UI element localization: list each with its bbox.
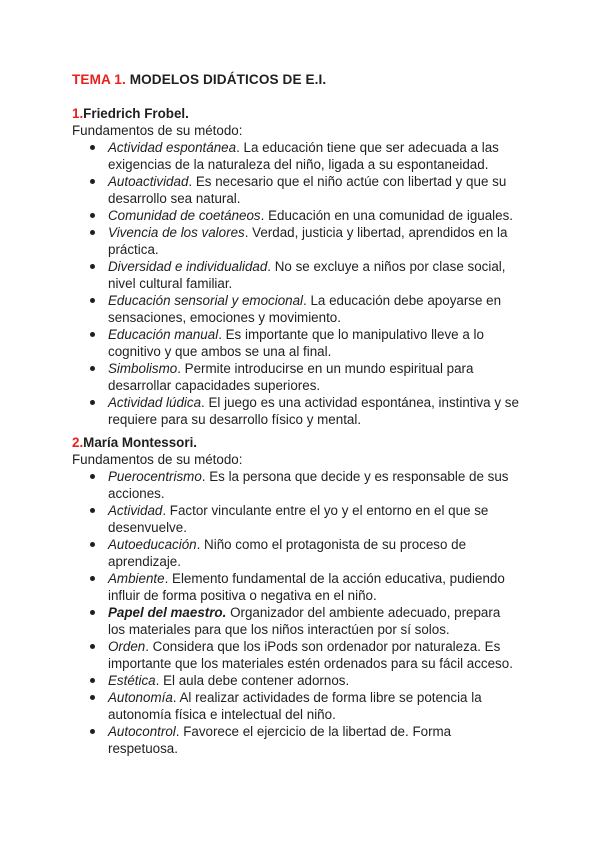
section-intro: Fundamentos de su método: [72,452,243,467]
item-text: . Factor vinculante entre el yo y el entorno en el que se desenvuelve. [108,503,489,535]
item-term: Actividad [108,503,163,518]
section-name: María Montessori. [83,435,198,450]
list-item [72,394,520,428]
title-text: MODELOS DIDÁTICOS DE E.I. [125,72,327,87]
item-text: . No se excluye a niños por clase social, nivel cultural familiar. [108,259,506,291]
list-item [72,468,520,502]
item-term: Diversidad e individualidad [108,259,268,274]
item-text: . El aula debe contener adornos. [155,673,350,688]
item-text: . Es la persona que decide y es responsable de sus acciones. [108,469,509,501]
list-item [72,207,520,224]
list-item [72,723,520,757]
item-term: Estética [108,673,156,688]
section-heading [72,105,520,122]
title-prefix: TEMA 1. [72,72,126,87]
item-term: Comunidad de coetáneos [108,208,261,223]
section-number: 1. [72,106,84,121]
item-term: Orden [108,639,146,654]
list-item [72,570,520,604]
list-item [72,292,520,326]
list-item [72,672,520,689]
list-item [72,536,520,570]
section-frobel [72,105,520,428]
item-term: Puerocentrismo [108,469,202,484]
list-item [72,139,520,173]
item-text: . Educación en una comunidad de iguales. [260,208,513,223]
item-text: . Elemento fundamental de la acción educativa, pudiendo influir de forma positiva o negativa en el niño. [108,571,505,603]
item-term: Actividad espontánea [108,140,237,155]
fundamentals-list [72,139,520,428]
item-term: Ambiente [108,571,165,586]
item-term: Educación sensorial y emocional [108,293,304,308]
item-text: . La educación tiene que ser adecuada a las exigencias de la naturaleza del niño, ligada a su espontaneidad. [108,140,499,172]
item-text: Organizador del ambiente adecuado, prepara los materiales para que los niños interactúen por sí solos. [108,605,501,637]
section-number: 2. [72,435,84,450]
list-item [72,360,520,394]
item-text: . Es importante que lo manipulativo lleve a lo cognitivo y que ambos se una al final. [108,327,484,359]
item-text: . La educación debe apoyarse en sensaciones, emociones y movimiento. [108,293,502,325]
item-text: . Permite introducirse en un mundo espiritual para desarrollar capacidades superiores. [108,361,474,393]
item-term: Simbolismo [108,361,178,376]
list-item [72,638,520,672]
item-term: Papel del maestro. [108,605,227,620]
list-item [72,689,520,723]
list-item [72,258,520,292]
list-item [72,502,520,536]
item-text: . Considera que los iPods son ordenador por naturaleza. Es importante que los materiales estén ordenados para su fácil acceso. [108,639,513,671]
page-title [72,71,326,88]
section-heading [72,434,520,451]
item-term: Vivencia de los valores [108,225,245,240]
item-term: Autoactividad [108,174,189,189]
item-text: . Niño como el protagonista de su proceso de aprendizaje. [108,537,467,569]
item-term: Autocontrol [108,724,176,739]
item-text: . El juego es una actividad espontánea, instintiva y se requiere para su desarrollo físico y mental. [108,395,519,427]
list-item [72,326,520,360]
item-text: . Es necesario que el niño actúe con libertad y que su desarrollo sea natural. [108,174,507,206]
item-text: . Favorece el ejercicio de la libertad de. Forma respetuosa. [108,724,452,756]
fundamentals-list [72,468,520,757]
item-term: Autonomía [108,690,173,705]
list-item [72,173,520,207]
section-montessori [72,434,520,757]
item-term: Autoeducación [108,537,197,552]
section-name: Friedrich Frobel. [83,106,189,121]
list-item [72,604,520,638]
item-term: Educación manual [108,327,219,342]
section-intro: Fundamentos de su método: [72,123,243,138]
item-text: . Verdad, justicia y libertad, aprendidos en la práctica. [108,225,508,257]
item-text: . Al realizar actividades de forma libre se potencia la autonomía física e intelectual del niño. [108,690,482,722]
item-term: Actividad lúdica [108,395,202,410]
list-item [72,224,520,258]
